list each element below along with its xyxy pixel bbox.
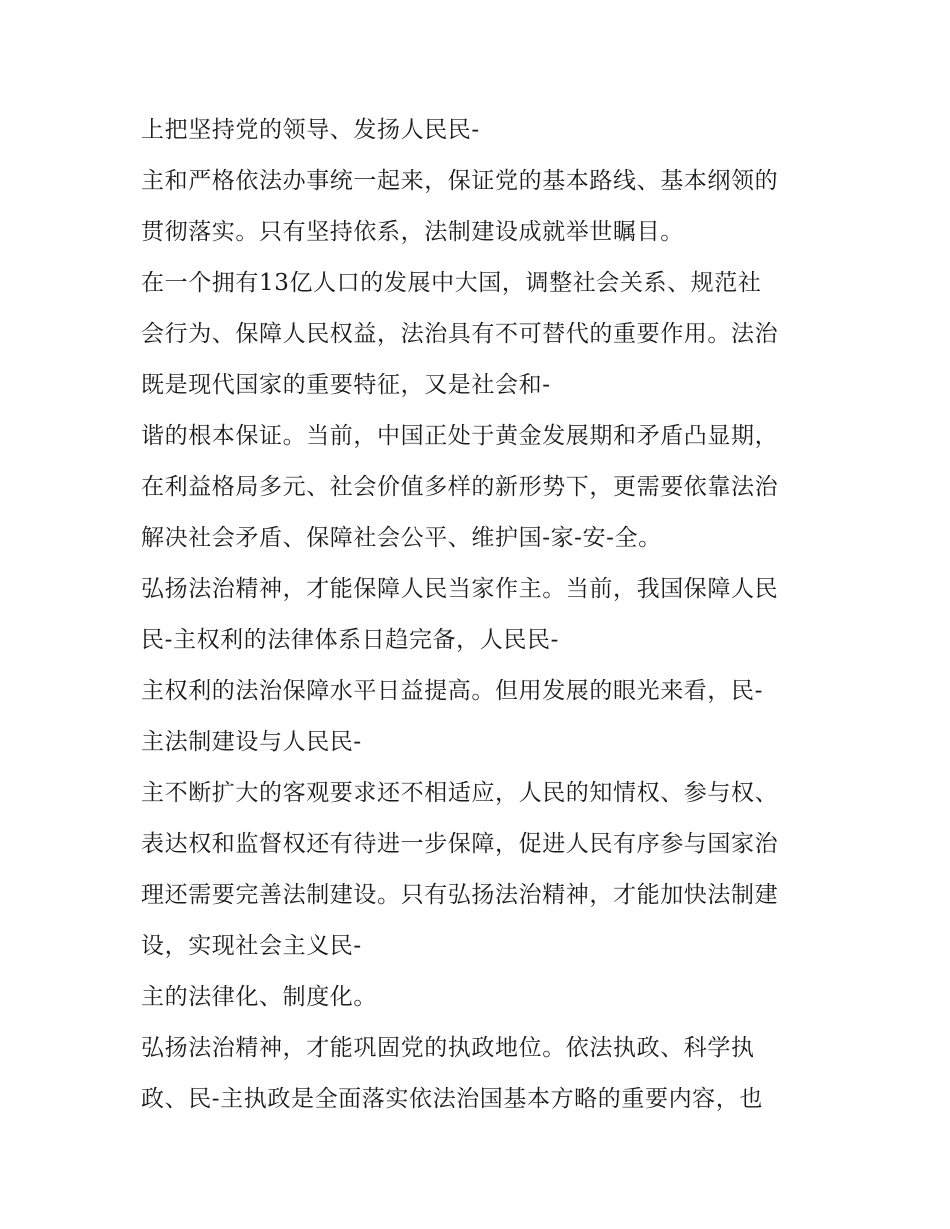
text-line: 弘扬法治精神，才能保障人民当家作主。当前，我国保障人民: [141, 576, 779, 602]
text-line: 既是现代国家的重要特征，又是社会和-: [141, 372, 551, 398]
text-line: 理还需要完善法制建设。只有弘扬法治精神，才能加快法制建: [141, 882, 779, 908]
text-line: 谐的根本保证。当前，中国正处于黄金发展期和矛盾凸显期，: [141, 423, 779, 449]
text-line: 政、民-主执政是全面落实依法治国基本方略的重要内容，也: [141, 1086, 763, 1112]
text-line: 会行为、保障人民权益，法治具有不可替代的重要作用。法治: [141, 321, 779, 347]
text-line: 在一个拥有13亿人口的发展中大国，调整社会关系、规范社: [141, 270, 762, 296]
text-line: 在利益格局多元、社会价值多样的新形势下，更需要依靠法治: [141, 474, 779, 500]
text-line: 表达权和监督权还有待进一步保障，促进人民有序参与国家治: [141, 831, 779, 857]
text-line: 民-主权利的法律体系日趋完备，人民民-: [141, 627, 559, 653]
text-line: 主的法律化、制度化。: [141, 984, 377, 1010]
text-line: 主法制建设与人民民-: [141, 729, 362, 755]
text-line: 设，实现社会主义民-: [141, 933, 362, 959]
text-line: 弘扬法治精神，才能巩固党的执政地位。依法执政、科学执: [141, 1035, 755, 1061]
text-line: 主权利的法治保障水平日益提高。但用发展的眼光来看，民-: [141, 678, 763, 704]
text-line: 主和严格依法办事统一起来，保证党的基本路线、基本纲领的: [141, 168, 779, 194]
text-line: 贯彻落实。只有坚持依系，法制建设成就举世瞩目。: [141, 219, 684, 245]
document-body: [141, 108, 821, 1128]
text-line: 上把坚持党的领导、发扬人民民-: [141, 117, 480, 143]
text-line: 主不断扩大的客观要求还不相适应，人民的知情权、参与权、: [141, 780, 779, 806]
text-line: 解决社会矛盾、保障社会公平、维护国-家-安-全。: [141, 525, 662, 551]
